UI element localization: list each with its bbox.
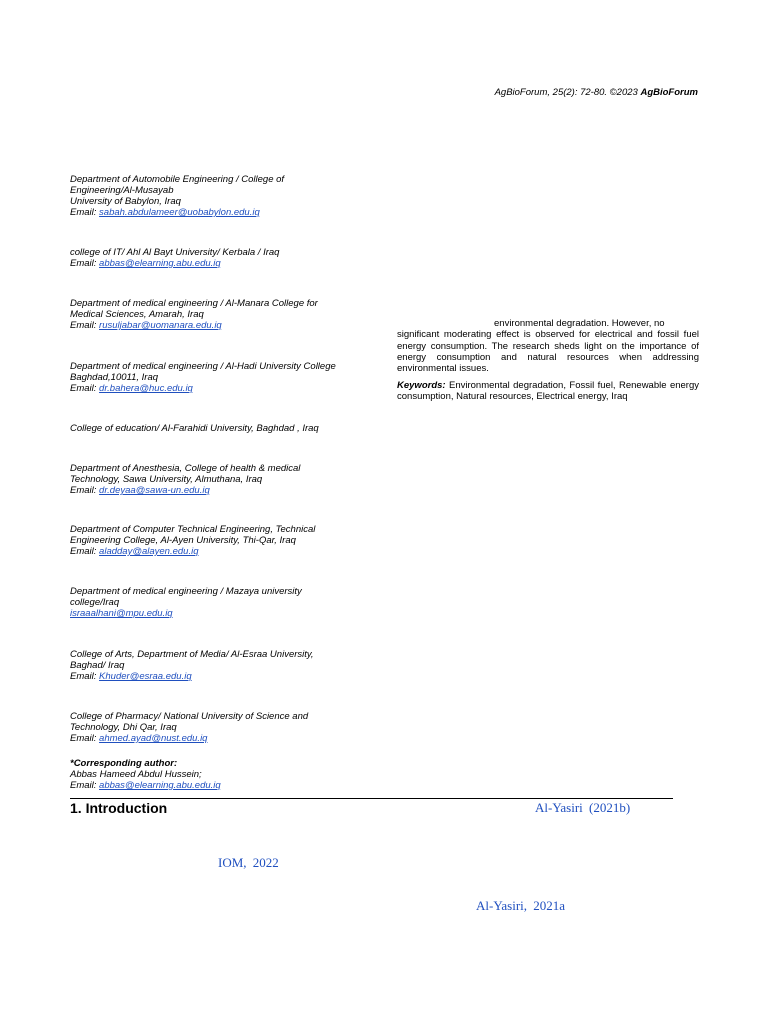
corresponding-name: Abbas Hameed Abdul Hussein; xyxy=(70,769,202,780)
keywords-text: Environmental degradation, Fossil fuel, Renewable energy consumption, Natural resources, Electrical energy, Iraq xyxy=(397,380,699,403)
affil-line: college of IT/ Ahl Al Bayt University/ Kerbala / Iraq xyxy=(70,247,280,258)
affiliation-4 xyxy=(70,361,390,394)
affiliation-8 xyxy=(70,586,370,619)
affiliation-1 xyxy=(70,174,370,218)
email-link[interactable]: Khuder@esraa.edu.iq xyxy=(99,671,192,682)
affil-line: Baghdad,10011, Iraq xyxy=(70,372,159,383)
affil-line: Engineering College, Al-Ayen University, Thi-Qar, Iraq xyxy=(70,535,296,546)
affiliation-3 xyxy=(70,298,370,331)
affil-line: college/Iraq xyxy=(70,597,120,608)
keywords-label: Keywords: xyxy=(397,380,446,391)
affiliation-5 xyxy=(70,423,390,434)
affil-line: Department of medical engineering / Al-Hadi University College xyxy=(70,361,336,372)
section-heading-introduction: 1. Introduction xyxy=(70,800,168,816)
email-link[interactable]: aladday@alayen.edu.iq xyxy=(99,546,199,557)
email-label: Email: xyxy=(70,546,100,557)
affiliation-7 xyxy=(70,524,370,557)
corresponding-author xyxy=(70,758,370,791)
email-label: Email: xyxy=(70,207,100,218)
affiliation-6 xyxy=(70,463,370,496)
affil-line: Department of Anesthesia, College of health & medical xyxy=(70,463,301,474)
affil-line: Department of Automobile Engineering / College of xyxy=(70,174,285,185)
affil-line: Medical Sciences, Amarah, Iraq xyxy=(70,309,204,320)
journal-reference xyxy=(495,87,698,98)
affil-line: College of education/ Al-Farahidi University, Baghdad , Iraq xyxy=(70,423,319,434)
affil-line: Department of medical engineering / Al-Manara College for xyxy=(70,298,318,309)
email-link[interactable]: ahmed.ayad@nust.edu.iq xyxy=(99,733,208,744)
affil-line: Technology, Sawa University, Almuthana, Iraq xyxy=(70,474,263,485)
affil-line: Engineering/Al-Musayab xyxy=(70,185,174,196)
affil-line: Technology, Dhi Qar, Iraq xyxy=(70,722,177,733)
affil-line: College of Pharmacy/ National University of Science and xyxy=(70,711,309,722)
email-label: Email: xyxy=(70,383,100,394)
affiliation-9 xyxy=(70,649,370,682)
affil-line: Department of Computer Technical Engineering, Technical xyxy=(70,524,316,535)
corresponding-title: *Corresponding author: xyxy=(70,758,178,769)
email-label: Email: xyxy=(70,485,100,496)
email-label: Email: xyxy=(70,733,100,744)
citation-link[interactable]: Al-Yasiri, 2021a xyxy=(476,898,566,913)
affil-line: College of Arts, Department of Media/ Al-Esraa University, xyxy=(70,649,314,660)
affiliation-10 xyxy=(70,711,370,744)
affil-line: Baghad/ Iraq xyxy=(70,660,125,671)
email-link[interactable]: sabah.abdulameer@uobabylon.edu.iq xyxy=(99,207,260,218)
email-label: Email: xyxy=(70,258,100,269)
journal-ref-text: AgBioForum, 25(2): 72-80. ©2023 xyxy=(494,87,641,98)
email-label: Email: xyxy=(70,320,100,331)
email-link[interactable]: rusuljabar@uomanara.edu.iq xyxy=(99,320,222,331)
email-link[interactable]: israaalhani@mpu.edu.iq xyxy=(70,608,173,619)
citation-link[interactable]: Al-Yasiri (2021b) xyxy=(535,800,631,815)
email-label: Email: xyxy=(70,780,100,791)
email-link[interactable]: abbas@elearning.abu.edu.iq xyxy=(99,258,221,269)
email-link[interactable]: dr.bahera@huc.edu.iq xyxy=(99,383,193,394)
citation-link[interactable]: IOM, 2022 xyxy=(218,855,279,870)
section-divider xyxy=(70,798,673,799)
email-link[interactable]: dr.deyaa@sawa-un.edu.iq xyxy=(99,485,210,496)
email-label: Email: xyxy=(70,671,100,682)
abstract-rest: significant moderating effect is observed for electrical and fossil fuel energy consumption. The research sheds light on the importance of energy consumption and natural resources when addressing environmental issues. xyxy=(397,329,699,375)
affil-line: Department of medical engineering / Mazaya university xyxy=(70,586,302,597)
email-link[interactable]: abbas@elearning.abu.edu.iq xyxy=(99,780,221,791)
abstract-first-line: environmental degradation. However, no xyxy=(494,318,665,329)
affiliation-2 xyxy=(70,247,370,269)
keywords xyxy=(397,380,699,403)
affil-line: University of Babylon, Iraq xyxy=(70,196,181,207)
abstract-text xyxy=(397,318,699,374)
journal-brand: AgBioForum xyxy=(640,87,698,98)
